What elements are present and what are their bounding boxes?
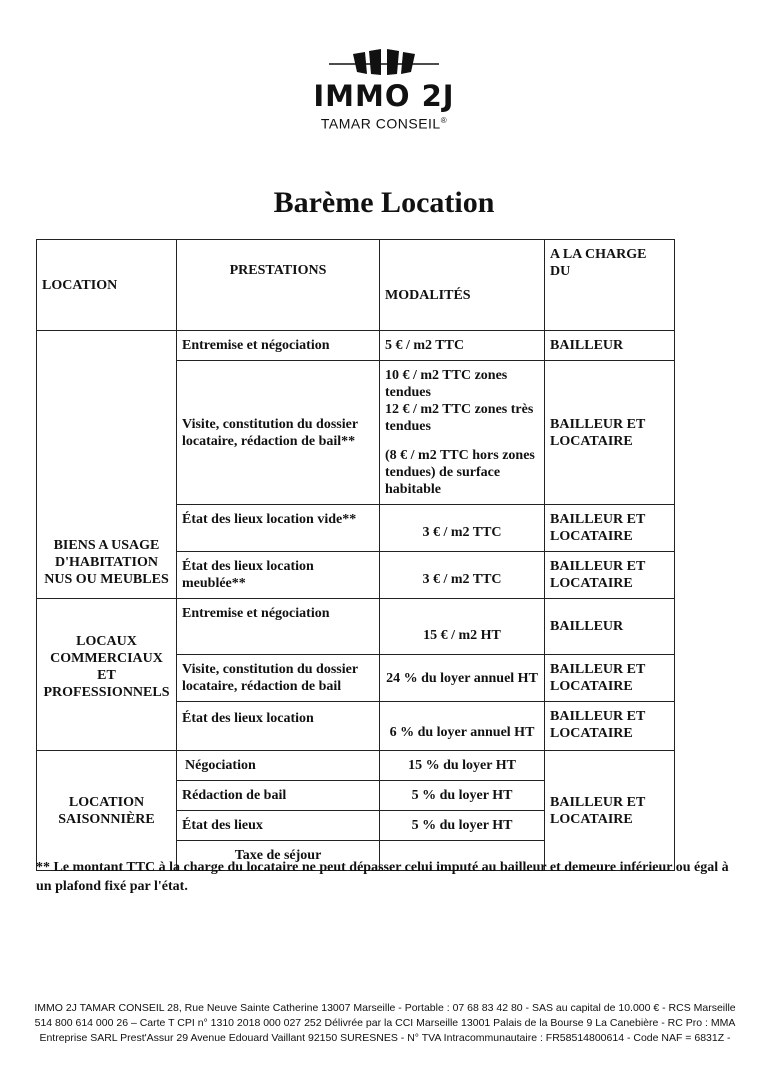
category-commerciaux: LOCAUX COMMERCIAUX ET PROFESSIONNELS [37, 599, 177, 751]
pricing-table [36, 239, 675, 871]
prestation-cell: Visite, constitution du dossier locataire, rédaction de bail [177, 655, 380, 702]
charge-cell: BAILLEUR ET LOCATAIRE [545, 751, 675, 871]
prestation-cell: État des lieux [177, 811, 380, 841]
table-row [37, 599, 675, 655]
prestation-cell: État des lieux location meublée** [177, 552, 380, 599]
modalite-cell: 3 € / m2 TTC [380, 552, 545, 599]
prestation-cell: Entremise et négociation [177, 331, 380, 361]
prestation-cell: Rédaction de bail [177, 781, 380, 811]
prestation-cell: Visite, constitution du dossier locataire, rédaction de bail** [177, 361, 380, 505]
modalite-cell: 5 % du loyer HT [380, 811, 545, 841]
modalite-line: 10 € / m2 TTC zones tendues [385, 368, 508, 400]
prestation-cell: Entremise et négociation [177, 599, 380, 655]
charge-cell: BAILLEUR ET LOCATAIRE [545, 702, 675, 751]
modalite-cell: 5 % du loyer HT [380, 781, 545, 811]
header-location: LOCATION [37, 240, 177, 331]
prestation-cell: État des lieux location [177, 702, 380, 751]
charge-cell: BAILLEUR [545, 599, 675, 655]
footnote: ** Le montant TTC à la charge du locataire ne peut dépasser celui imputé au bailleur et demeure inférieur ou égal à un plafond fixé par l'état. [36, 860, 729, 894]
modalite-cell [380, 361, 545, 505]
category-habitation: BIENS A USAGE D'HABITATION NUS OU MEUBLES [37, 331, 177, 599]
modalite-line: (8 € / m2 TTC hors zones tendues) de surface habitable [385, 448, 535, 497]
modalite-cell: 15 % du loyer HT [380, 751, 545, 781]
page-footer [30, 1001, 740, 1046]
table-header-row [37, 240, 675, 331]
footer-line: 514 800 614 000 26 – Carte T CPI n° 1310 2018 000 027 252 Délivrée par la CCI Marseille 13001 Palais de la Bourse 9 La Canebière - RC Pro : MMA [34, 1017, 736, 1029]
registered-mark: ® [440, 116, 448, 125]
table-row [37, 751, 675, 781]
prestation-cell: Négociation [177, 751, 380, 781]
charge-cell: BAILLEUR ET LOCATAIRE [545, 552, 675, 599]
header-charge: A LA CHARGE DU [545, 240, 675, 331]
footer-line: IMMO 2J TAMAR CONSEIL 28, Rue Neuve Sainte Catherine 13007 Marseille - Portable : 07 68 83 42 80 - SAS au capital de 10.000 € - RCS Marseille [34, 1002, 736, 1014]
logo-emblem-icon [329, 40, 439, 78]
logo-brand-name: IMMO 2J [313, 79, 455, 113]
modalite-cell: 6 % du loyer annuel HT [380, 702, 545, 751]
prestation-cell: État des lieux location vide** [177, 505, 380, 552]
modalite-cell: 15 € / m2 HT [380, 599, 545, 655]
footer-line: Entreprise SARL Prest'Assur 29 Avenue Edouard Vaillant 92150 SURESNES - N° TVA Intracommunautaire : FR58514800614 - Code NAF = 6831Z - [39, 1032, 731, 1044]
page-title: Barème Location [273, 186, 495, 219]
category-saisonniere: LOCATION SAISONNIÈRE [37, 751, 177, 871]
prestation-cell: Taxe de séjour [177, 841, 380, 871]
modalite-line: 12 € / m2 TTC zones très tendues [385, 402, 534, 434]
table-row [37, 331, 675, 361]
charge-cell: BAILLEUR [545, 331, 675, 361]
company-logo [0, 40, 768, 133]
charge-cell: BAILLEUR ET LOCATAIRE [545, 655, 675, 702]
modalite-cell: 24 % du loyer annuel HT [380, 655, 545, 702]
header-modalites: MODALITÉS [380, 240, 545, 331]
logo-subtitle: TAMAR CONSEIL® [320, 115, 448, 132]
modalite-cell: 5 € / m2 TTC [380, 331, 545, 361]
modalite-cell: 3 € / m2 TTC [380, 505, 545, 552]
header-prestations: PRESTATIONS [177, 240, 380, 331]
charge-cell: BAILLEUR ET LOCATAIRE [545, 361, 675, 505]
charge-cell: BAILLEUR ET LOCATAIRE [545, 505, 675, 552]
